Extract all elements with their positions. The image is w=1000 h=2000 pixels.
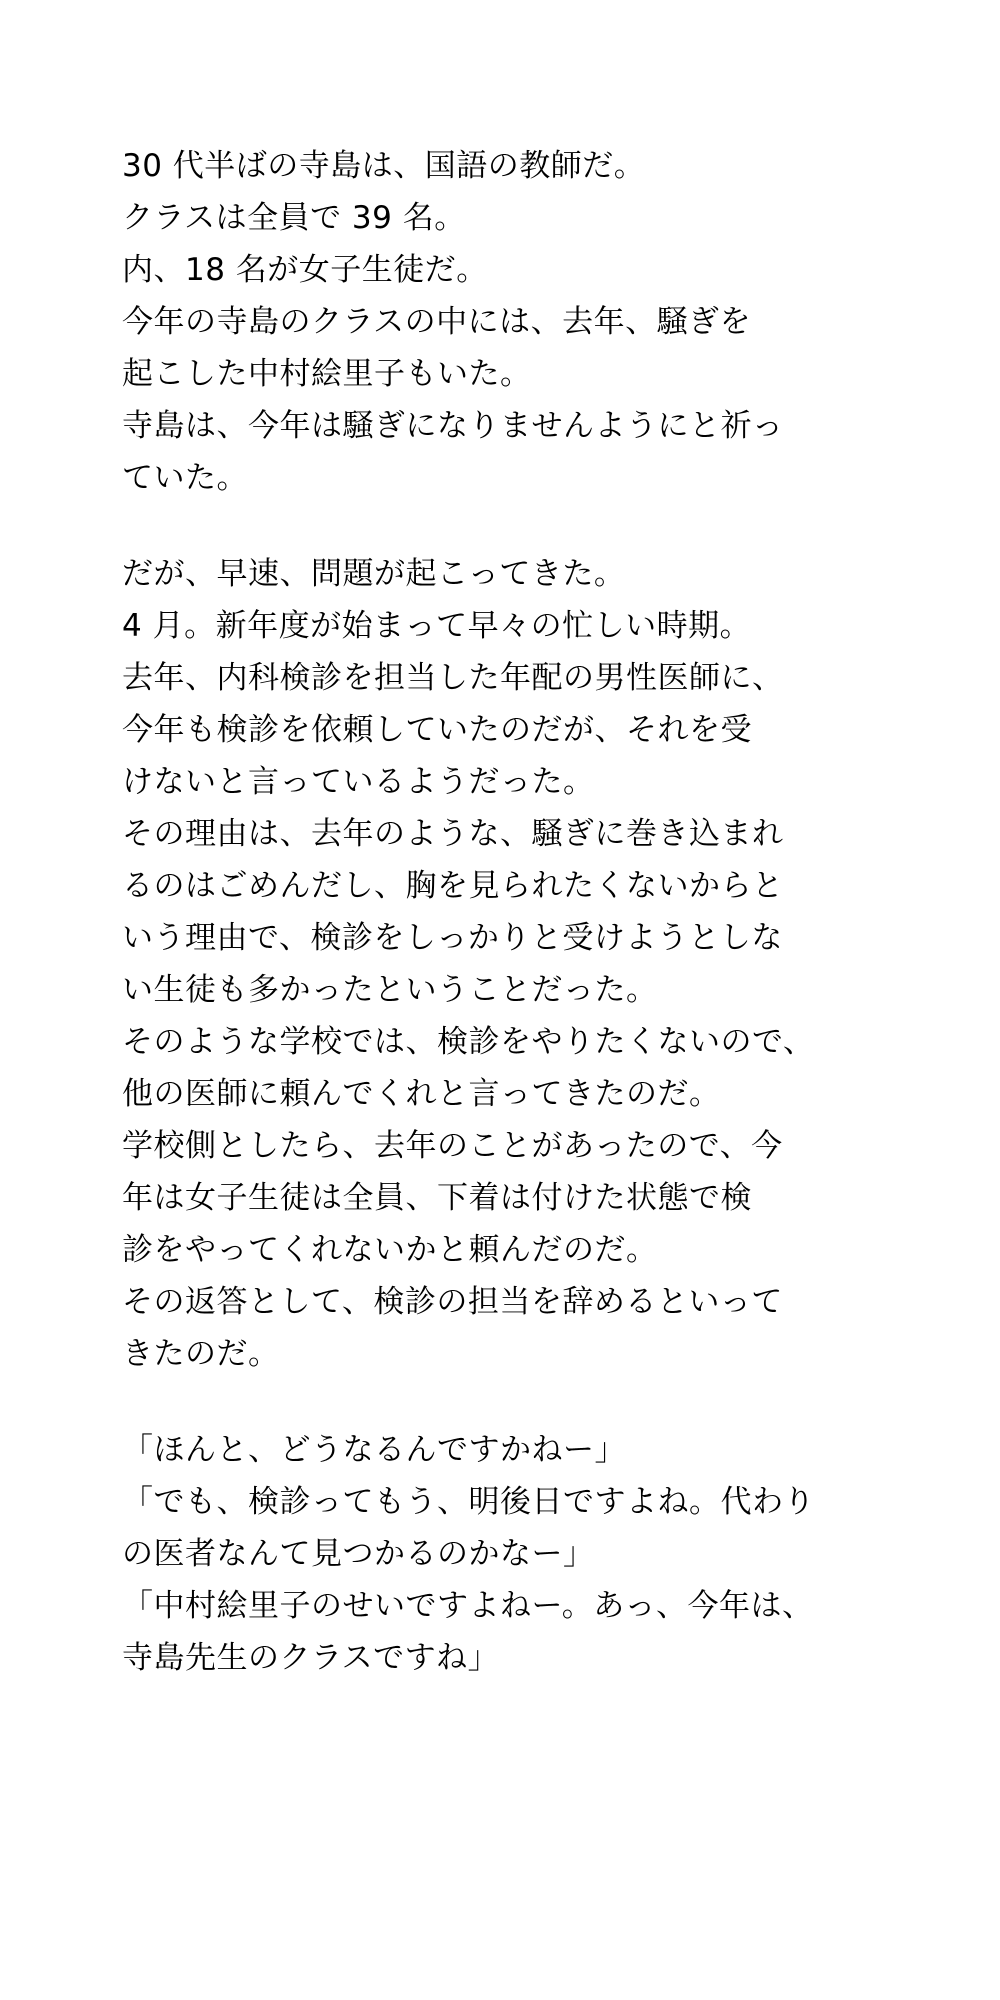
- text-line: 年は女子生徒は全員、下着は付けた状態で検: [122, 1180, 752, 1216]
- text-line: 寺島は、今年は騒ぎになりませんようにと祈っ: [122, 408, 784, 444]
- text-line: 「ほんと、どうなるんですかねー」: [122, 1432, 626, 1468]
- text-line: 4 月。新年度が始まって早々の忙しい時期。: [122, 608, 752, 644]
- text-line: けないと言っているようだった。: [122, 764, 595, 800]
- text-line: 学校側としたら、去年のことがあったので、今: [122, 1128, 783, 1164]
- paragraph-1: [122, 140, 880, 504]
- text-line: 「でも、検診ってもう、明後日ですよね。代わり: [122, 1484, 815, 1520]
- text-line: 「中村絵里子のせいですよねー。あっ、今年は、: [122, 1588, 814, 1624]
- paragraph-3: [122, 1424, 880, 1684]
- paragraph-2: [122, 548, 880, 1380]
- text-line: い生徒も多かったということだった。: [122, 972, 658, 1008]
- text-line: その理由は、去年のような、騒ぎに巻き込まれ: [122, 816, 784, 852]
- text-line: 30 代半ばの寺島は、国語の教師だ。: [122, 148, 646, 184]
- text-line: いう理由で、検診をしっかりと受けようとしな: [122, 920, 783, 956]
- text-line: 起こした中村絵里子もいた。: [122, 356, 532, 392]
- text-line: 内、18 名が女子生徒だ。: [122, 252, 488, 288]
- text-line: 診をやってくれないかと頼んだのだ。: [122, 1232, 658, 1268]
- text-line: 今年も検診を依頼していたのだが、それを受: [122, 712, 752, 748]
- text-line: るのはごめんだし、胸を見られたくないからと: [122, 868, 784, 904]
- text-line: そのような学校では、検診をやりたくないので、: [122, 1024, 815, 1060]
- text-line: ていた。: [122, 460, 248, 496]
- text-line: だが、早速、問題が起こってきた。: [122, 556, 626, 592]
- text-line: 他の医師に頼んでくれと言ってきたのだ。: [122, 1076, 721, 1112]
- text-line: きたのだ。: [122, 1336, 280, 1372]
- text-line: 今年の寺島のクラスの中には、去年、騒ぎを: [122, 304, 752, 340]
- text-line: その返答として、検診の担当を辞めるといって: [122, 1284, 783, 1320]
- text-line: 寺島先生のクラスですね」: [122, 1640, 500, 1676]
- text-line: クラスは全員で 39 名。: [122, 200, 466, 236]
- text-line: 去年、内科検診を担当した年配の男性医師に、: [122, 660, 784, 696]
- text-line: の医者なんて見つかるのかなー」: [122, 1536, 595, 1572]
